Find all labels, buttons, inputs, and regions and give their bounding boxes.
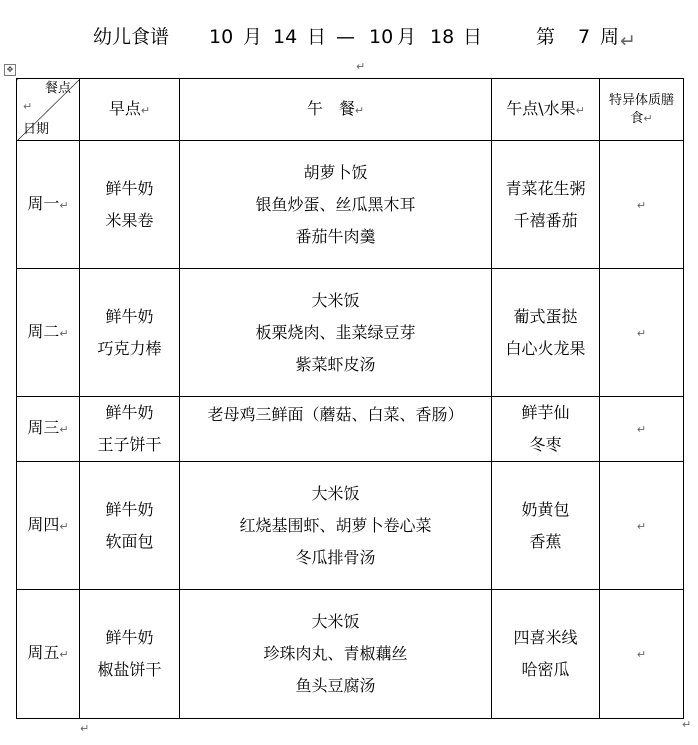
special-diet-cell: ↵ <box>600 462 684 590</box>
title-day-char-start: 日 <box>307 26 327 48</box>
lunch-cell: 胡萝卜饭 银鱼炒蛋、丝瓜黑木耳 番茄牛肉羹 <box>180 141 492 269</box>
special-diet-cell: ↵ <box>600 141 684 269</box>
special-diet-cell: ↵ <box>600 397 684 462</box>
title-week-suffix: 周 <box>600 26 620 48</box>
paragraph-mark: ↵ <box>80 722 90 735</box>
title-day-end: 18 <box>430 26 455 48</box>
table-row <box>17 590 684 719</box>
day-cell: 周五↵ <box>17 590 80 719</box>
paragraph-mark: ↵ <box>620 30 636 52</box>
day-cell: 周三↵ <box>17 397 80 462</box>
header-breakfast: 早点↵ <box>80 79 180 141</box>
table-row <box>17 462 684 590</box>
breakfast-cell: 鲜牛奶 巧克力棒 <box>80 269 180 397</box>
breakfast-cell: 鲜牛奶 椒盐饼干 <box>80 590 180 719</box>
title-day-char-end: 日 <box>463 26 483 48</box>
snack-cell: 四喜米线 哈密瓜 <box>492 590 600 719</box>
header-snack-fruit: 午点\水果↵ <box>492 79 600 141</box>
header-special-diet: 特异体质膳食↵ <box>600 79 684 141</box>
snack-cell: 葡式蛋挞 白心火龙果 <box>492 269 600 397</box>
lunch-cell: 大米饭 珍珠肉丸、青椒藕丝 鱼头豆腐汤 <box>180 590 492 719</box>
breakfast-cell: 鲜牛奶 王子饼干 <box>80 397 180 462</box>
title-week-prefix: 第 <box>536 26 556 48</box>
title-day-start: 14 <box>273 26 298 48</box>
title-name: 幼儿食谱 <box>93 26 170 48</box>
lunch-cell: 大米饭 红烧基围虾、胡萝卜卷心菜 冬瓜排骨汤 <box>180 462 492 590</box>
table-row <box>17 141 684 269</box>
table-move-handle-icon[interactable]: ✥ <box>4 64 16 76</box>
snack-cell: 鲜芋仙 冬枣 <box>492 397 600 462</box>
title-month-char-end: 月 <box>397 26 417 48</box>
snack-cell: 青菜花生粥 千禧番茄 <box>492 141 600 269</box>
day-cell: 周二↵ <box>17 269 80 397</box>
snack-cell: 奶黄包 香蕉 <box>492 462 600 590</box>
header-lunch: 午 餐↵ <box>180 79 492 141</box>
breakfast-cell: 鲜牛奶 软面包 <box>80 462 180 590</box>
corner-header-cell <box>17 79 80 141</box>
table-row <box>17 397 684 462</box>
menu-table <box>16 78 684 719</box>
day-cell: 周四↵ <box>17 462 80 590</box>
paragraph-mark: ↵ <box>682 718 692 731</box>
title-month-char-start: 月 <box>243 26 263 48</box>
table-header-row <box>17 79 684 141</box>
title-month-end: 10 <box>369 26 394 48</box>
paragraph-mark: ↵ <box>23 100 33 113</box>
table-row <box>17 269 684 397</box>
title-dash: — <box>336 26 355 48</box>
special-diet-cell: ↵ <box>600 590 684 719</box>
corner-label-date: 日期 <box>23 122 50 137</box>
corner-label-meal: 餐点 <box>44 81 71 96</box>
title-week-number: 7 <box>578 26 591 48</box>
special-diet-cell: ↵ <box>600 269 684 397</box>
breakfast-cell: 鲜牛奶 米果卷 <box>80 141 180 269</box>
day-cell: 周一↵ <box>17 141 80 269</box>
lunch-cell: 大米饭 板栗烧肉、韭菜绿豆芽 紫菜虾皮汤 <box>180 269 492 397</box>
menu-title <box>0 22 698 52</box>
title-month-start: 10 <box>209 26 234 48</box>
lunch-cell: 老母鸡三鲜面（蘑菇、白菜、香肠） <box>180 397 492 462</box>
paragraph-mark: ↵ <box>356 60 366 73</box>
